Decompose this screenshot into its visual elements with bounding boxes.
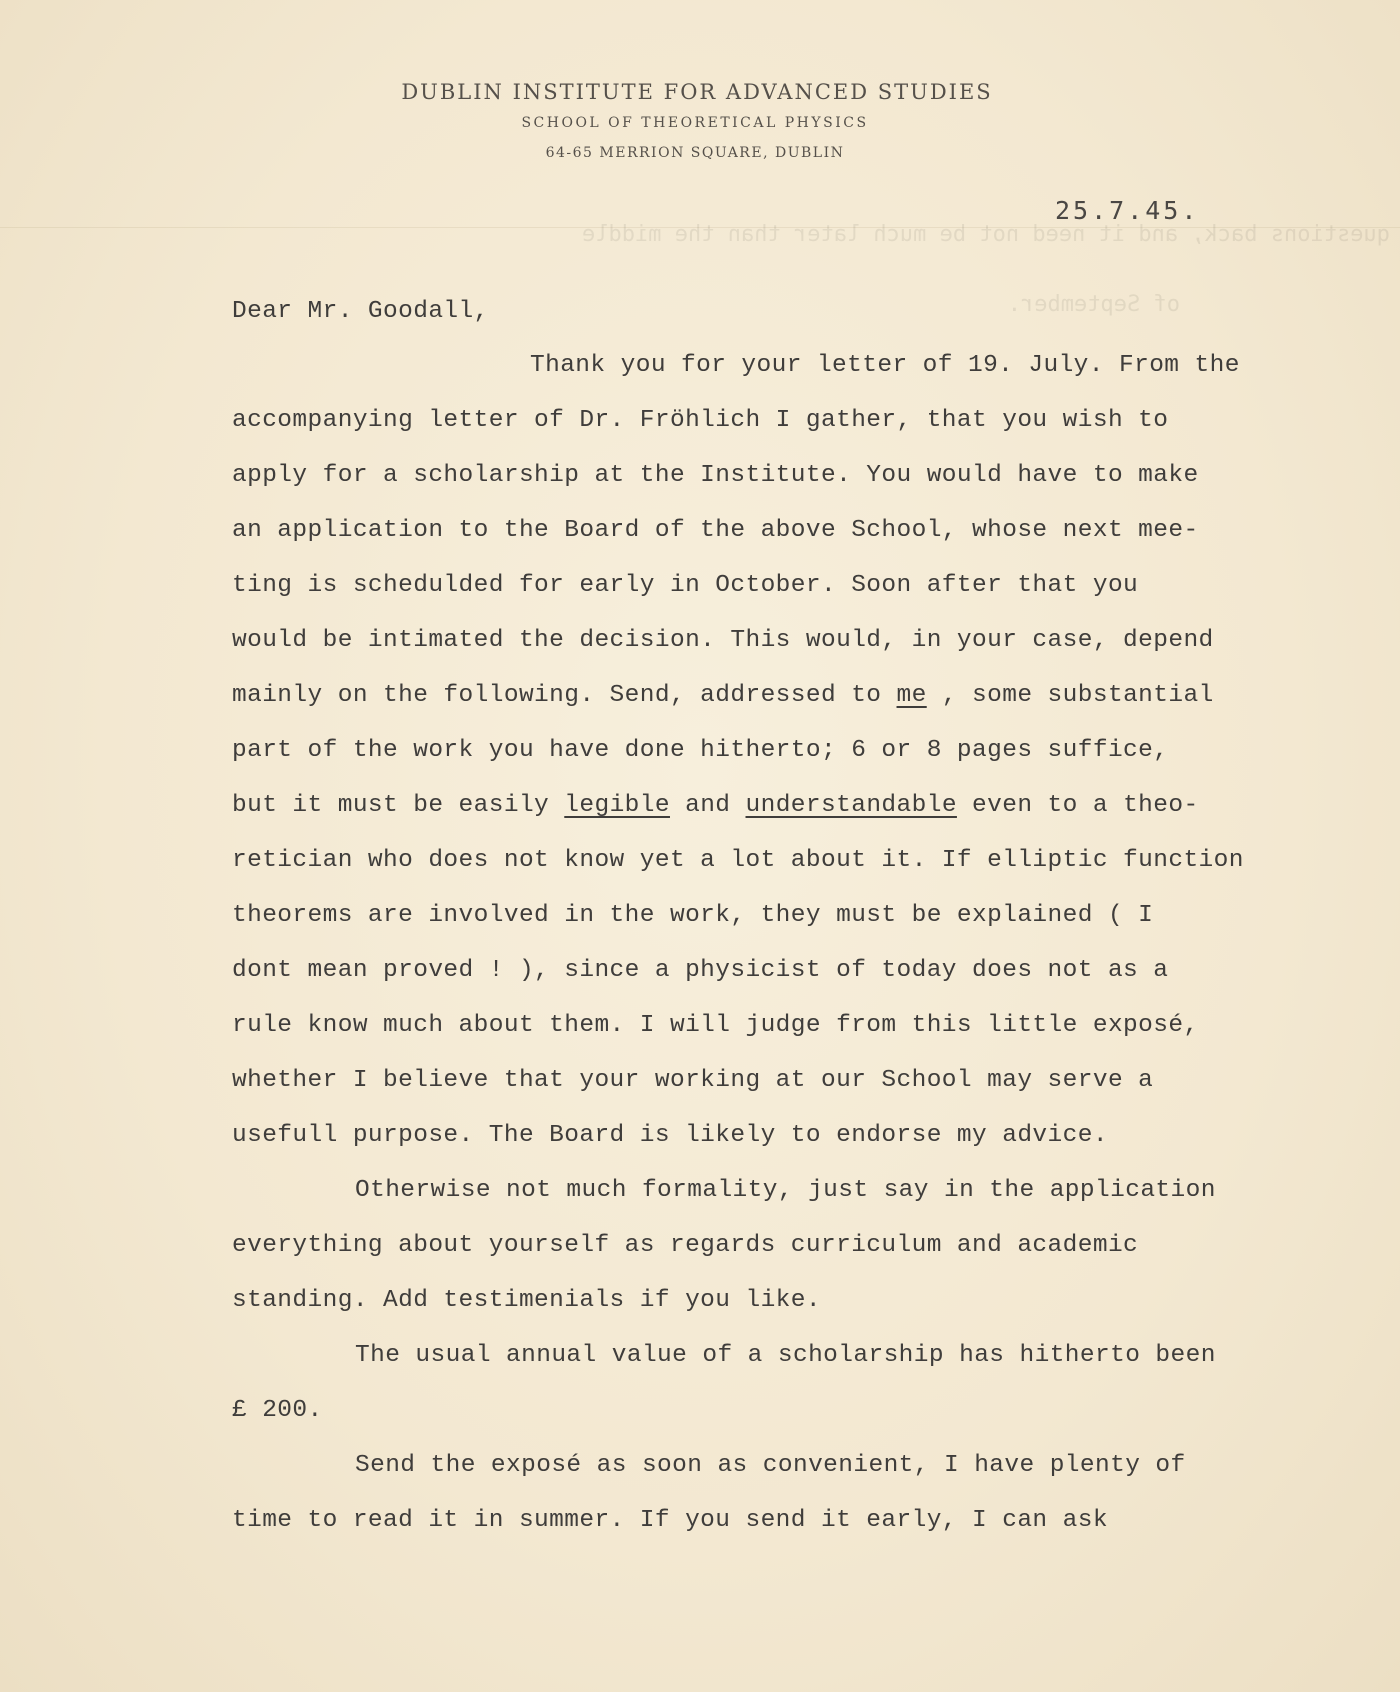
letterhead-institute: DUBLIN INSTITUTE FOR ADVANCED STUDIES <box>401 80 993 104</box>
body-line-22: time to read it in summer. If you send it early, I can ask <box>232 1507 1108 1534</box>
show-through-text: questions back, and it need not be much later than the middle <box>582 222 1390 247</box>
body-line-15: usefull purpose. The Board is likely to endorse my advice. <box>232 1122 1108 1149</box>
body-line-10: retician who does not know yet a lot about it. If elliptic function <box>232 847 1244 874</box>
body-line-12: dont mean proved ! ), since a physicist of today does not as a <box>232 957 1169 984</box>
body-line-14: whether I believe that your working at our School may serve a <box>232 1067 1154 1094</box>
underlined-legible: legible <box>564 792 670 819</box>
body-line-1: Thank you for your letter of 19. July. From the <box>530 352 1240 379</box>
body-line-2: accompanying letter of Dr. Fröhlich I gather, that you wish to <box>232 407 1169 434</box>
underlined-me: me <box>896 682 927 709</box>
body-line-19: The usual annual value of a scholarship has hitherto been <box>355 1342 1216 1369</box>
letterhead-address: 64-65 MERRION SQUARE, DUBLIN <box>545 145 845 161</box>
body-line-3: apply for a scholarship at the Institute. You would have to make <box>232 462 1199 489</box>
body-line-18: standing. Add testimenials if you like. <box>232 1287 821 1314</box>
body-line-9-c: even to a theo- <box>956 792 1199 819</box>
underlined-understandable: understandable <box>745 792 957 819</box>
body-line-7 <box>232 682 1214 709</box>
body-line-9-b: and <box>669 792 746 819</box>
body-line-21: Send the exposé as soon as convenient, I have plenty of <box>355 1452 1186 1479</box>
body-line-9-a: but it must be easily <box>232 792 565 819</box>
letter-date: 25.7.45. <box>1055 196 1200 225</box>
body-line-8: part of the work you have done hitherto; 6 or 8 pages suffice, <box>232 737 1169 764</box>
body-line-9 <box>232 792 1199 819</box>
body-line-7-a: mainly on the following. Send, addressed to <box>232 682 897 709</box>
body-line-5: ting is schedulded for early in October. Soon after that you <box>232 572 1139 599</box>
body-line-11: theorems are involved in the work, they must be explained ( I <box>232 902 1154 929</box>
letterhead-school: SCHOOL OF THEORETICAL PHYSICS <box>521 115 869 131</box>
body-line-6: would be intimated the decision. This would, in your case, depend <box>232 627 1214 654</box>
salutation: Dear Mr. Goodall, <box>232 298 489 325</box>
body-line-20: £ 200. <box>232 1397 323 1424</box>
body-line-13: rule know much about them. I will judge from this little exposé, <box>232 1012 1199 1039</box>
body-line-7-b: , some substantial <box>926 682 1214 709</box>
show-through-text-2: of September. <box>1007 292 1180 317</box>
body-line-17: everything about yourself as regards curriculum and academic <box>232 1232 1139 1259</box>
body-line-16: Otherwise not much formality, just say in the application <box>355 1177 1216 1204</box>
body-line-4: an application to the Board of the above School, whose next mee- <box>232 517 1199 544</box>
